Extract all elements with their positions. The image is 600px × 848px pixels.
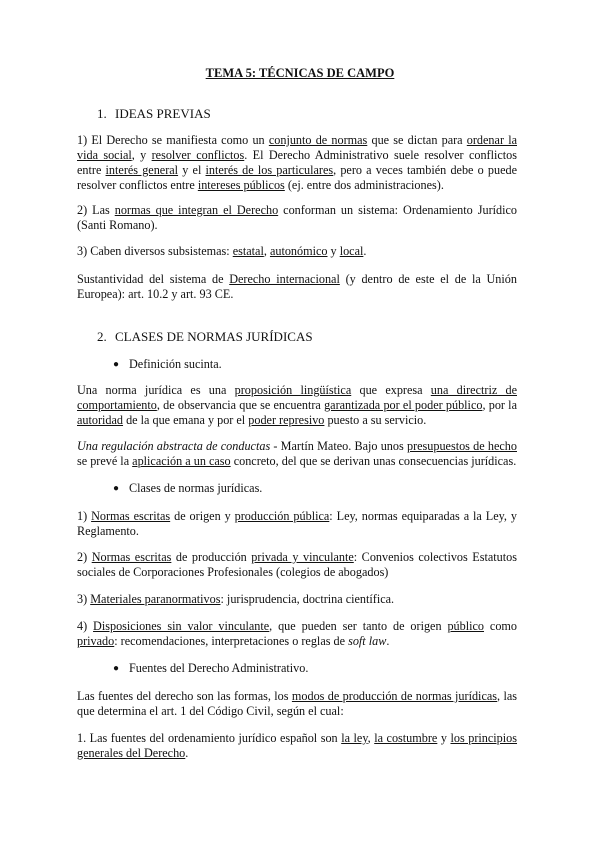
underlined-term: Materiales paranormativos (90, 592, 221, 606)
section-label: CLASES DE NORMAS JURÍDICAS (115, 329, 313, 344)
text: - Martín Mateo. Bajo unos (270, 439, 407, 453)
text: concreto, del que se derivan unas consecuencias jurídicas. (230, 454, 517, 468)
underlined-term: público (447, 619, 485, 633)
underlined-term: producción pública (234, 509, 330, 523)
text: . El Derecho Administrativo suele resolver conflictos entre (77, 148, 518, 177)
bullet-definicion (113, 357, 222, 372)
text: . (363, 244, 367, 258)
text: se prevé la (77, 454, 133, 468)
paragraph-normas (77, 203, 517, 233)
text: Una norma jurídica es una (77, 383, 235, 397)
underlined-term: Derecho internacional (229, 272, 340, 286)
underlined-term: Normas escritas (91, 550, 172, 564)
text: : recomendaciones, interpretaciones o reglas de (114, 634, 349, 648)
text: 1) (77, 509, 92, 523)
text: de la que emana y por el (123, 413, 249, 427)
underlined-term: Normas escritas (91, 509, 171, 523)
underlined-term: proposición lingüística (234, 383, 352, 397)
text: , (367, 731, 375, 745)
underlined-term: autoridad (77, 413, 124, 427)
text: 2) Las (77, 203, 115, 217)
underlined-term: ordenar la vida social (77, 133, 517, 162)
underlined-term: garantizada por el poder público (324, 398, 483, 412)
underlined-term: normas que integran el Derecho (114, 203, 279, 217)
text: Sustantividad del sistema de (77, 272, 230, 286)
underlined-term: una directriz de comportamiento (77, 383, 517, 412)
section-heading-ideas-previas (97, 106, 211, 121)
text: que expresa (351, 383, 431, 397)
text: 3) (77, 592, 91, 606)
underlined-term: autonómico (269, 244, 328, 258)
underlined-term: privada y vinculante (251, 550, 354, 564)
section-number: 1. (97, 106, 107, 121)
text: puesto a su servicio. (324, 413, 427, 427)
paragraph-codigo-civil (77, 731, 517, 761)
text: 3) Caben diversos subsistemas: (77, 244, 233, 258)
text: 4) (77, 619, 94, 633)
underlined-term: la costumbre (374, 731, 438, 745)
paragraph-clase-2 (77, 550, 517, 580)
underlined-term: aplicación a un caso (132, 454, 231, 468)
bullet-text: Clases de normas jurídicas. (129, 481, 263, 495)
text: (y dentro de este el de la Unión Europea): art. 10.2 y art. 93 CE. (77, 272, 517, 301)
paragraph-clase-1 (77, 509, 517, 539)
text: : Convenios colectivos Estatutos sociales de Corporaciones Profesionales (colegios de abogados) (77, 550, 517, 579)
underlined-term: interés de los particulares (205, 163, 334, 177)
text: , de observancia que se encuentra (156, 398, 325, 412)
paragraph-derecho (77, 133, 517, 193)
text: 2) (77, 550, 92, 564)
paragraph-subsistemas (77, 244, 517, 259)
underlined-term: conjunto de normas (268, 133, 368, 147)
underlined-term: los principios generales del Derecho (77, 731, 518, 760)
text: , las que determina el art. 1 del Código Civil, según el cual: (77, 689, 517, 718)
underlined-term: poder represivo (248, 413, 325, 427)
text: , que pueden ser tanto de origen (269, 619, 448, 633)
bullet-fuentes (113, 661, 308, 676)
section-number: 2. (97, 329, 107, 344)
text: , y (131, 148, 152, 162)
bullet-icon: ● (113, 483, 120, 494)
bullet-clases (113, 481, 262, 496)
bullet-text: Definición sucinta. (129, 357, 222, 371)
italic-quote: Una regulación abstracta de conductas (77, 439, 271, 453)
underlined-term: Disposiciones sin valor vinculante (93, 619, 270, 633)
section-label: IDEAS PREVIAS (115, 106, 211, 121)
paragraph-clase-3 (77, 592, 517, 607)
underlined-term: intereses públicos (197, 178, 285, 192)
text: . (185, 746, 189, 760)
paragraph-sustantividad (77, 272, 517, 302)
text: y el (178, 163, 206, 177)
underlined-term: resolver conflictos (151, 148, 245, 162)
text: 1) El Derecho se manifiesta como un (77, 133, 269, 147)
bullet-icon: ● (113, 359, 120, 370)
bullet-icon: ● (113, 663, 120, 674)
underlined-term: la ley (341, 731, 368, 745)
text: 1. Las fuentes del ordenamiento jurídico español son (77, 731, 342, 745)
paragraph-regulacion (77, 439, 517, 469)
text: de origen y (170, 509, 235, 523)
text: y (437, 731, 451, 745)
section-heading-clases (97, 329, 313, 344)
bullet-text: Fuentes del Derecho Administrativo. (129, 661, 309, 675)
text: Las fuentes del derecho son las formas, los (77, 689, 292, 703)
text: . (386, 634, 390, 648)
paragraph-definicion (77, 383, 517, 428)
paragraph-fuentes (77, 689, 517, 719)
italic-term: soft law (348, 634, 387, 648)
text: , pero a veces también debe o puede resolver conflictos entre (77, 163, 517, 192)
text: , por la (482, 398, 517, 412)
underlined-term: estatal (232, 244, 264, 258)
underlined-term: modos de producción de normas jurídicas (291, 689, 498, 703)
text: (ej. entre dos administraciones). (284, 178, 444, 192)
paragraph-clase-4 (77, 619, 517, 649)
underlined-term: presupuestos de hecho (406, 439, 517, 453)
text: conforman un sistema: Ordenamiento Jurídico (Santi Romano). (77, 203, 518, 232)
text: : Ley, normas equiparadas a la Ley, y Reglamento. (77, 509, 518, 538)
text: como (484, 619, 517, 633)
underlined-term: local (339, 244, 364, 258)
document-title: TEMA 5: TÉCNICAS DE CAMPO (205, 66, 395, 80)
text: , (263, 244, 270, 258)
text: : jurisprudencia, doctrina científica. (220, 592, 395, 606)
underlined-term: interés general (105, 163, 179, 177)
text: de producción (171, 550, 252, 564)
text: que se dictan para (367, 133, 467, 147)
underlined-term: privado (77, 634, 115, 648)
text: y (327, 244, 340, 258)
